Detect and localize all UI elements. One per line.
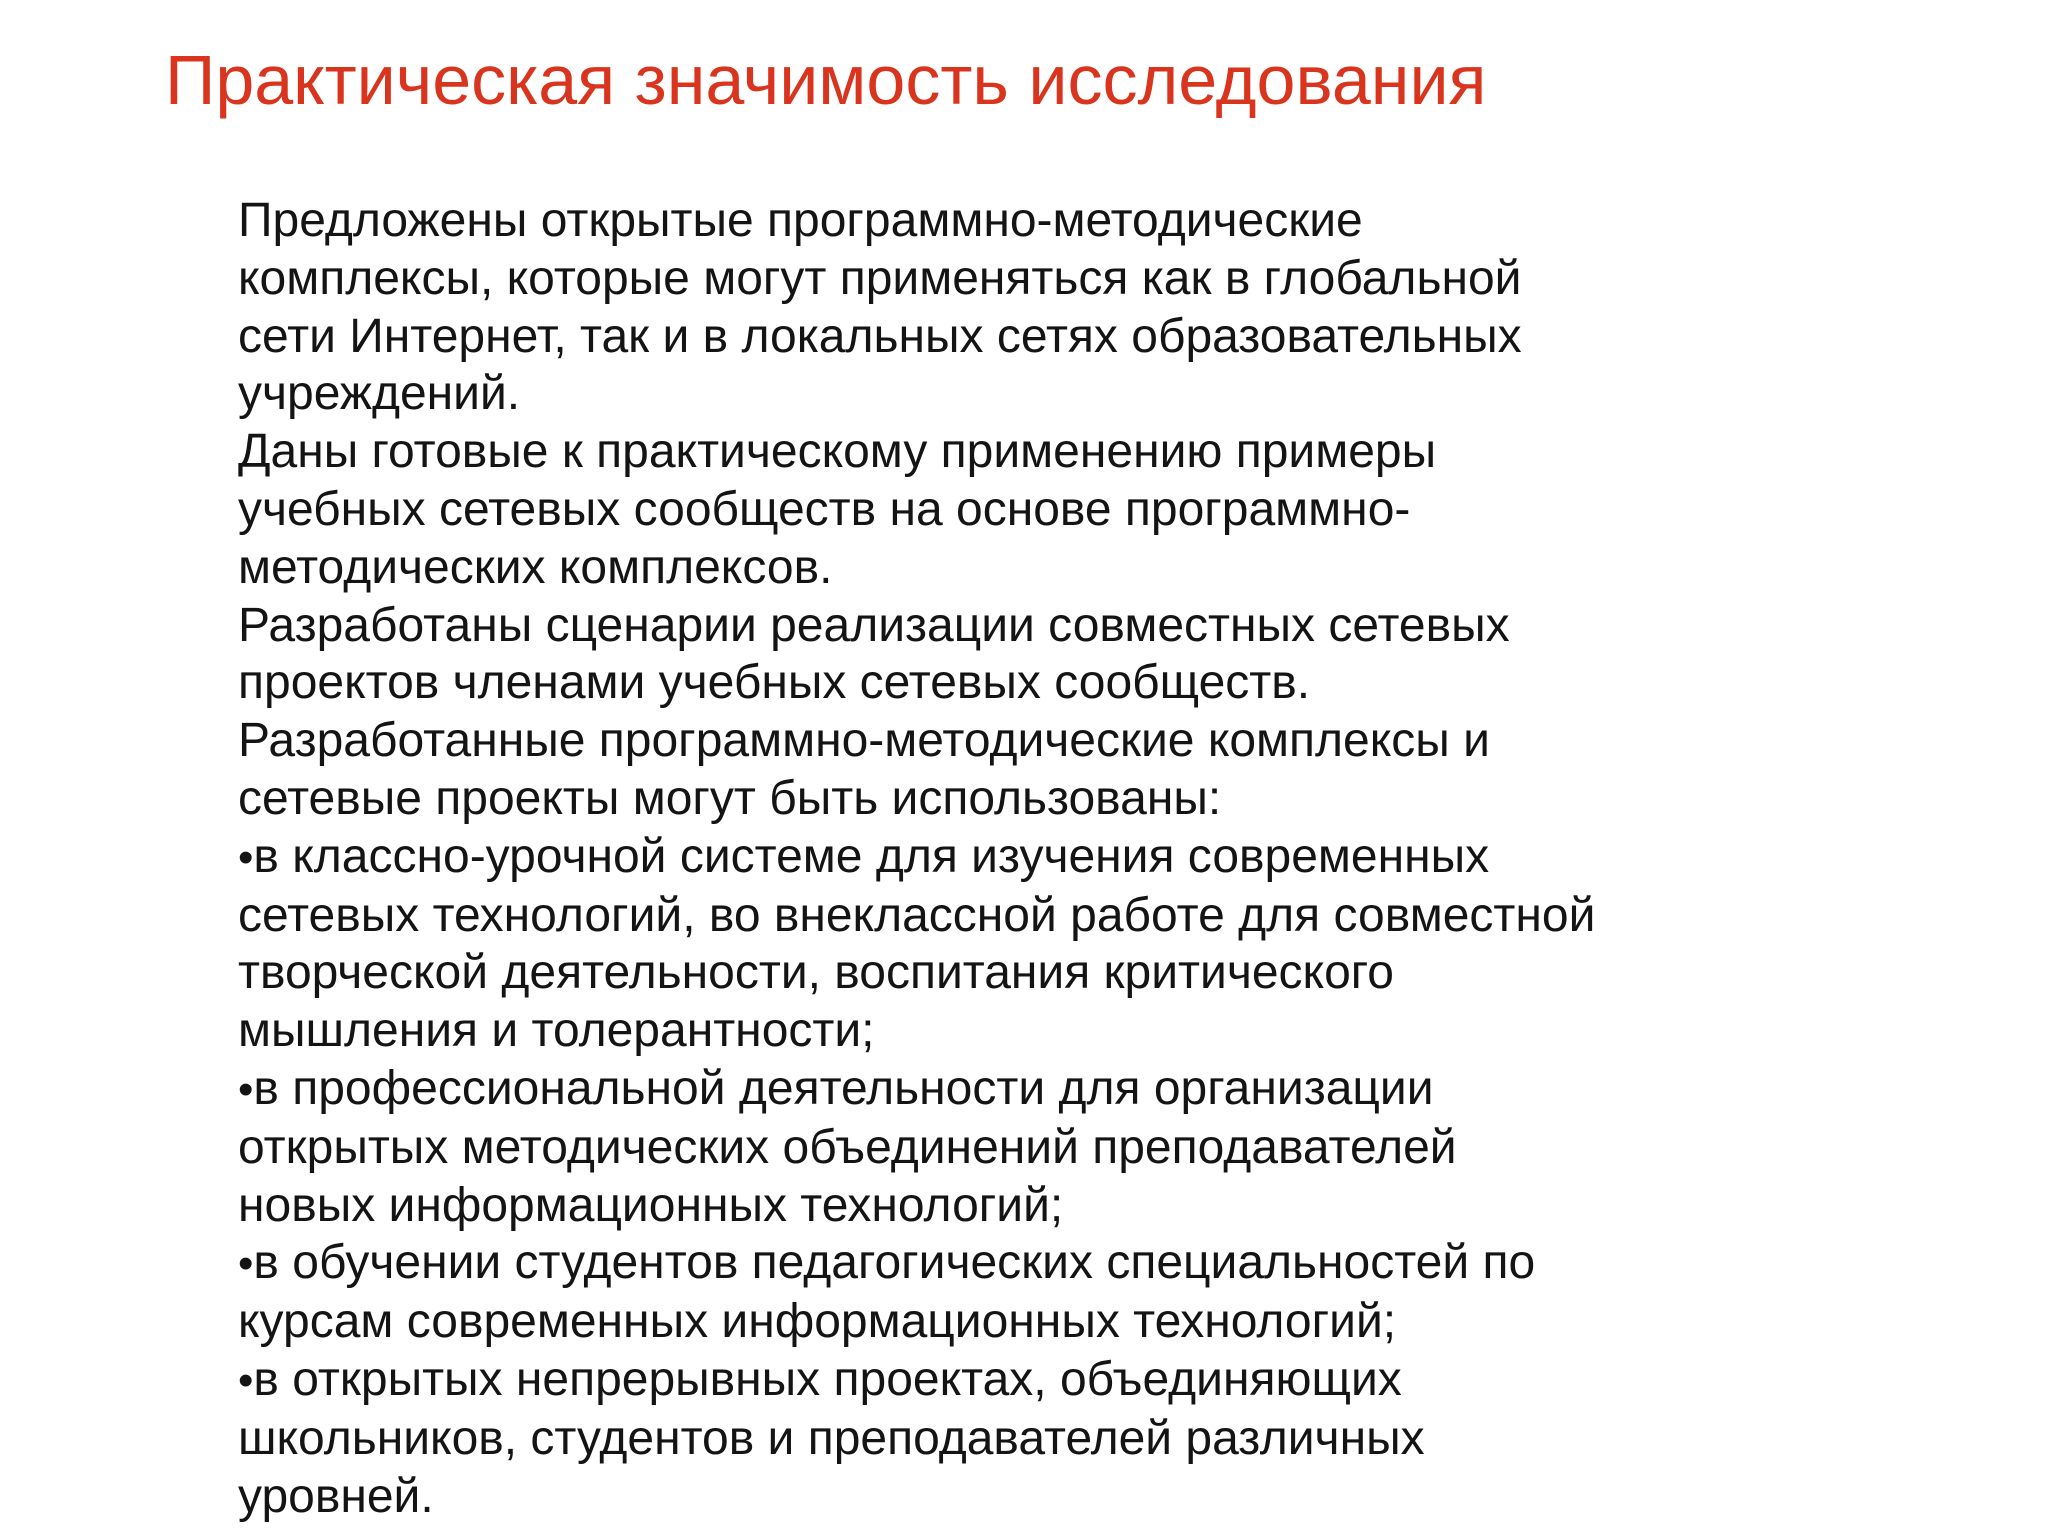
bullet-marker: • xyxy=(238,1064,254,1114)
bullet-marker: • xyxy=(238,832,254,882)
bullet-item-professional xyxy=(238,1060,1798,1234)
bullet-text: в открытых непрерывных проектах, объединяющих школьников, студентов и преподавателей различных уровней. xyxy=(238,1352,1425,1523)
bullet-item-classroom xyxy=(238,828,1798,1060)
paragraph-examples: Даны готовые к практическому применению примеры учебных сетевых сообществ на основе программно- методических комплексов. xyxy=(238,425,1437,594)
bullet-item-students xyxy=(238,1234,1798,1351)
bullet-text: в профессиональной деятельности для организации открытых методических объединений преподавателей новых информационных технологий; xyxy=(238,1061,1457,1232)
bullet-text: в классно-урочной системе для изучения современных сетевых технологий, во внеклассной работе для совместной творческой деятельности, воспитания критического мышления и толерантности; xyxy=(238,829,1596,1058)
bullet-marker: • xyxy=(238,1239,254,1289)
bullet-item-projects xyxy=(238,1351,1798,1525)
bullet-marker: • xyxy=(238,1355,254,1405)
bullet-text: в обучении студентов педагогических специальностей по курсам современных информационных технологий; xyxy=(238,1236,1536,1349)
slide-body xyxy=(238,192,1798,1525)
paragraph-scenarios: Разработаны сценарии реализации совместных сетевых проектов членами учебных сетевых сообществ. xyxy=(238,598,1510,710)
paragraph-usage-intro: Разработанные программно-методические комплексы и сетевые проекты могут быть использованы: xyxy=(238,714,1490,825)
paragraph-programs: Предложены открытые программно-методические комплексы, которые могут применяться как в глобальной сети Интернет, так и в локальных сетях образовательных учреждений. xyxy=(238,194,1522,421)
slide-title: Практическая значимость исследования xyxy=(165,41,1487,119)
